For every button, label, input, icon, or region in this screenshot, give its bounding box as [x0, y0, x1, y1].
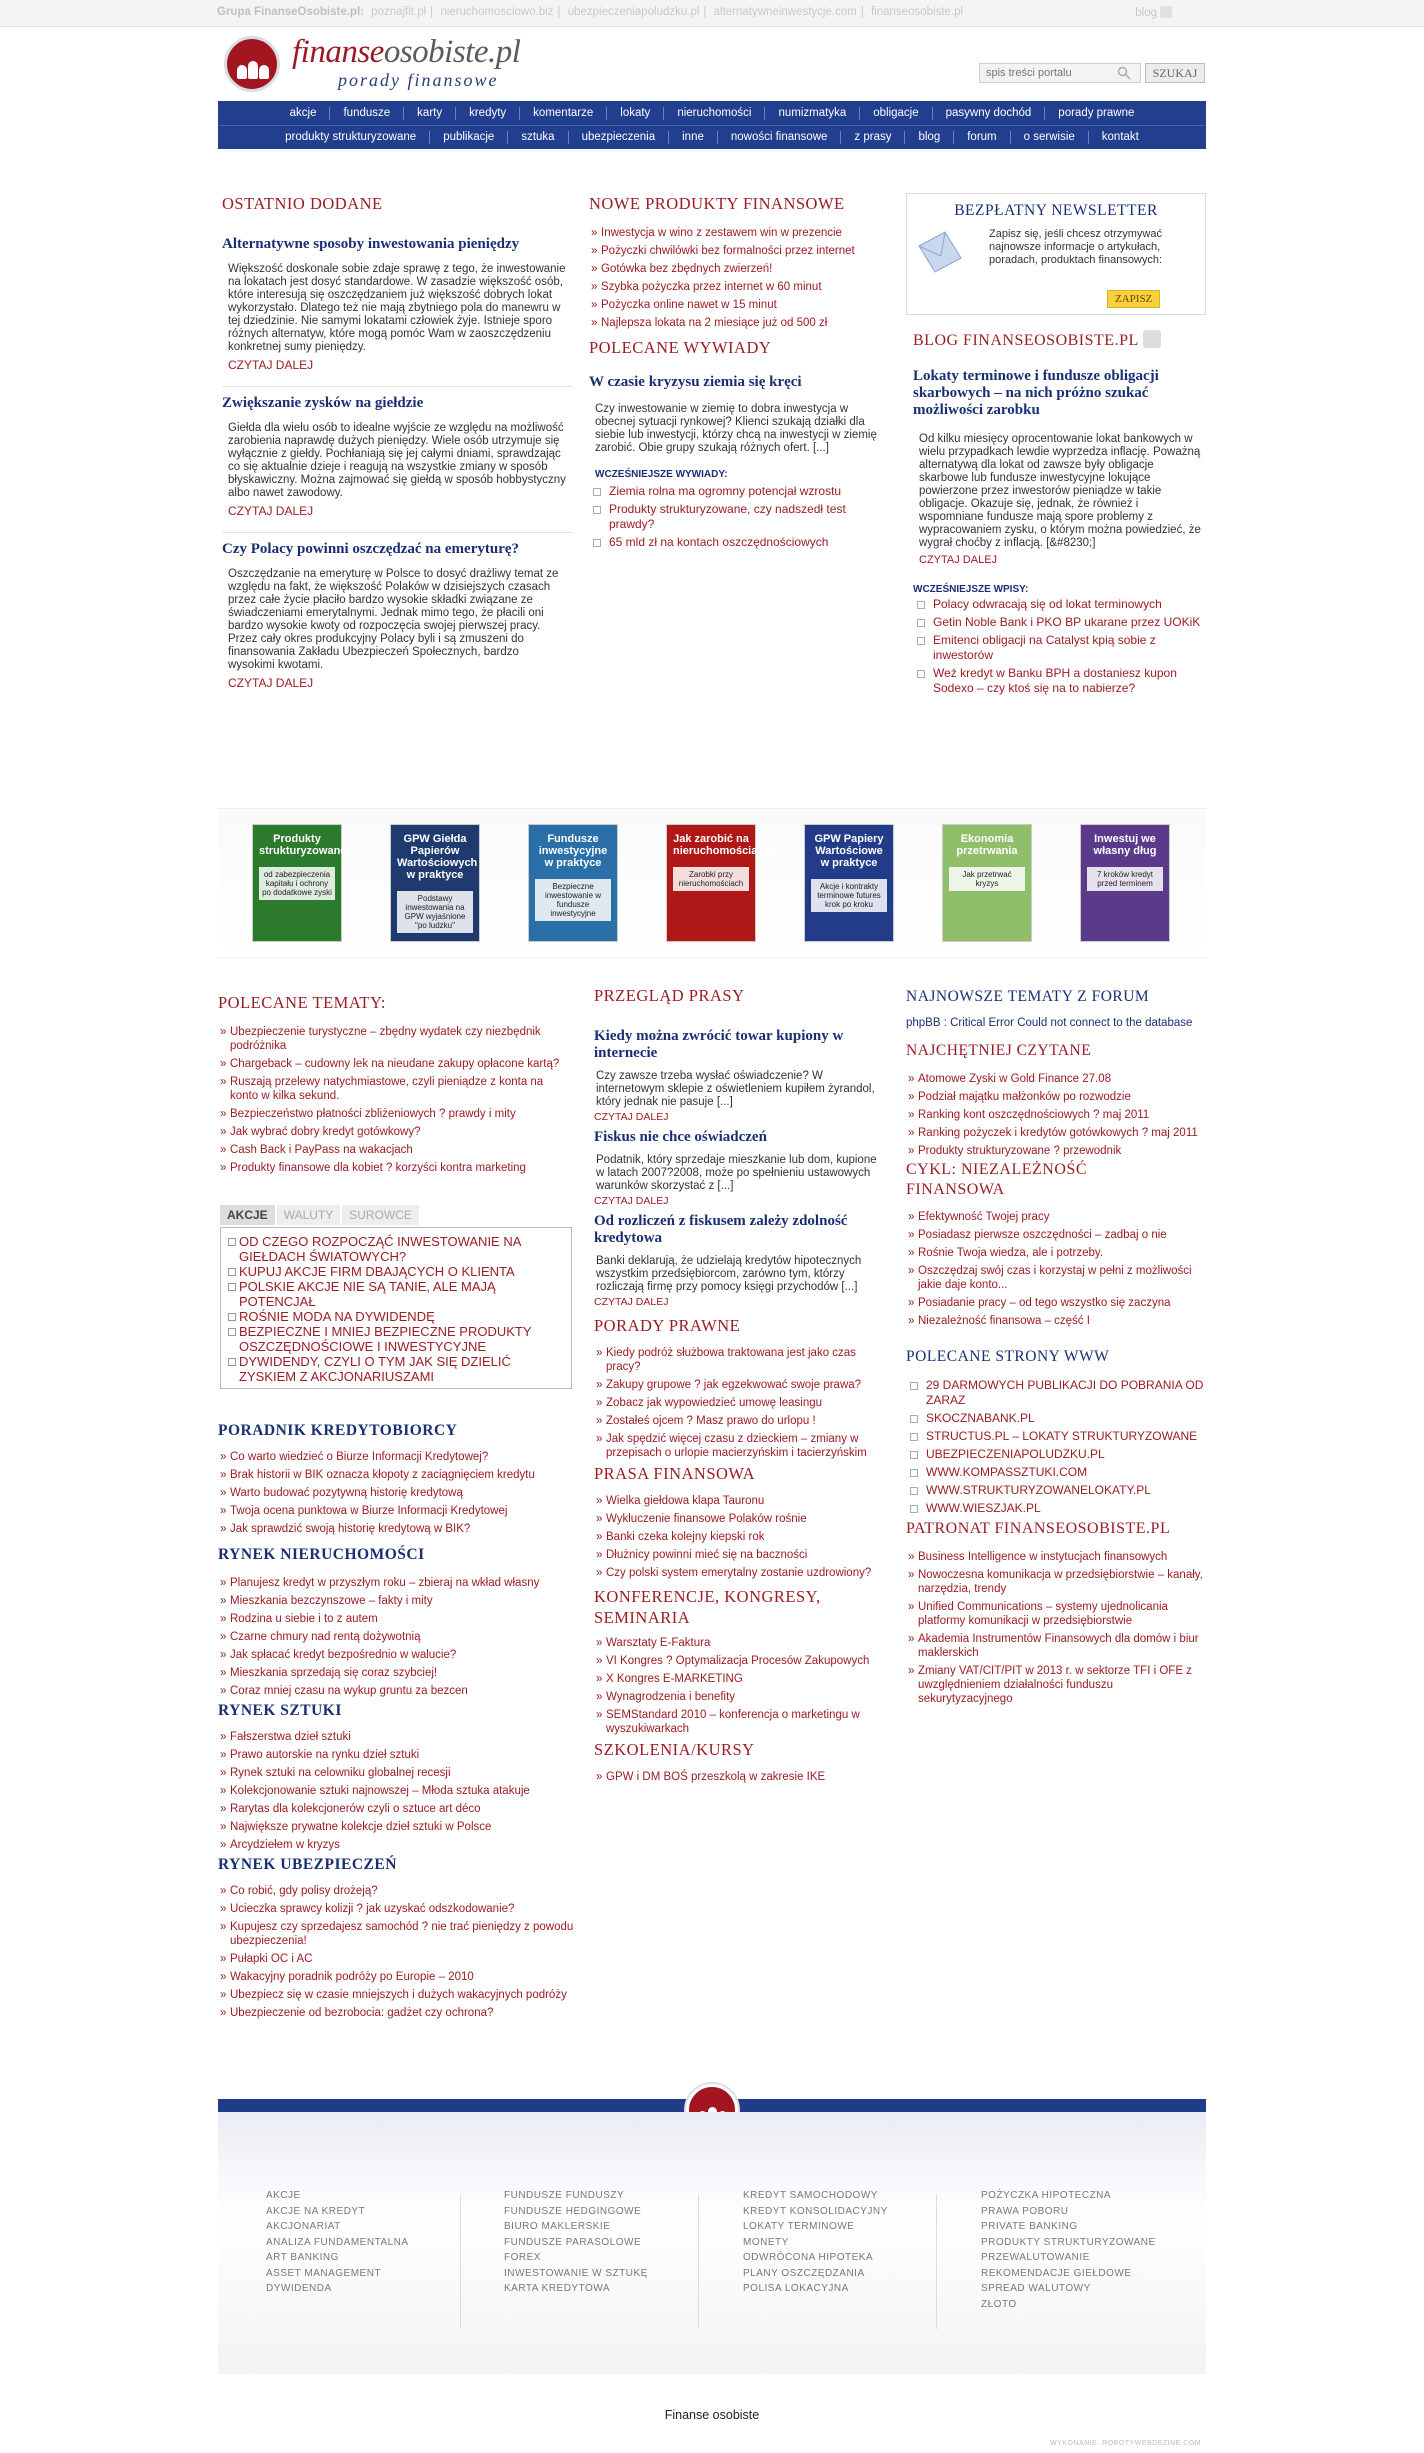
- site-link[interactable]: WWW.STRUKTURYZOWANELOKATY.PL: [906, 1483, 1206, 1498]
- credit-link[interactable]: » Warto budować pozytywną historię kredytową: [218, 1486, 574, 1500]
- footer-link[interactable]: KARTA KREDYTOWA: [504, 2283, 611, 2294]
- patronage-link[interactable]: » Business Intelligence w instytucjach finansowych: [906, 1550, 1206, 1564]
- realestate-list: [218, 1576, 574, 1698]
- conference-link[interactable]: » VI Kongres ? Optymalizacja Procesów Zakupowych: [594, 1654, 888, 1668]
- tab-article-link[interactable]: BEZPIECZNE I MNIEJ BEZPIECZNE PRODUKTY OSZCZĘDNOŚCIOWE I INWESTYCYJNE: [227, 1324, 565, 1354]
- credit-list: [218, 1450, 574, 1536]
- section-title: POLECANE WYWIADY: [589, 338, 772, 357]
- search-icon: [1117, 66, 1131, 80]
- nav-item[interactable]: nieruchomości: [664, 107, 765, 120]
- book-cover[interactable]: [1080, 824, 1170, 942]
- book-cover[interactable]: [942, 824, 1032, 942]
- footer-link[interactable]: ART BANKING: [266, 2252, 339, 2263]
- nav-item[interactable]: inne: [669, 131, 718, 144]
- mostread-link[interactable]: » Podział majątku małżonków po rozwodzie: [906, 1090, 1206, 1104]
- footer-link[interactable]: ZŁOTO: [981, 2298, 1017, 2310]
- nav-item[interactable]: blog: [905, 131, 954, 144]
- art-link[interactable]: » Największe prywatne kolekcje dzieł sztuki w Polsce: [218, 1820, 574, 1834]
- book-subtitle: Podstawy inwestowania na GPW wyjaśnione "po ludzku": [397, 891, 473, 933]
- section-title: CYKL: NIEZALEŻNOŚĆ FINANSOWA: [906, 1161, 1087, 1198]
- book-subtitle: 7 kroków kredyt przed terminem: [1087, 867, 1163, 891]
- site-link[interactable]: WWW.WIESZJAK.PL: [906, 1501, 1206, 1516]
- topics-list: [218, 1025, 574, 1175]
- conference-link[interactable]: » Wynagrodzenia i benefity: [594, 1690, 888, 1704]
- site-logo[interactable]: [220, 32, 560, 94]
- tab-article-link[interactable]: DYWIDENDY, CZYLI O TYM JAK SIĘ DZIELIĆ ZYSKIEM Z AKCJONARIUSZAMI: [227, 1354, 565, 1384]
- section-title: OSTATNIO DODANE: [222, 194, 383, 213]
- art-link[interactable]: » Fałszerstwa dzieł sztuki: [218, 1730, 574, 1744]
- fpress-link[interactable]: » Wielka giełdowa klapa Tauronu: [594, 1494, 888, 1508]
- nav-item[interactable]: numizmatyka: [765, 107, 860, 120]
- realestate-link[interactable]: » Mieszkania sprzedają się coraz szybciej!: [218, 1666, 574, 1680]
- training-list: [594, 1770, 888, 1784]
- footer-link[interactable]: LOKATY TERMINOWE: [743, 2221, 855, 2232]
- nav-item[interactable]: sztuka: [508, 131, 568, 144]
- topic-link[interactable]: » Chargeback – cudowny lek na nieudane zakupy opłacone kartą?: [218, 1057, 574, 1071]
- press-text: Czy zawsze trzeba wysłać oświadczenie? W internetowym sklepie z oświetleniem kupiłem żyrandol, który jednak nie pasuje [...]: [596, 1070, 875, 1108]
- press-title[interactable]: Fiskus nie chce oświadczeń: [594, 1129, 767, 1145]
- art-link[interactable]: » Prawo autorskie na rynku dzieł sztuki: [218, 1748, 574, 1762]
- book-cover[interactable]: [252, 824, 347, 942]
- patronage-link[interactable]: » Unified Communications – systemy ujednolicania platformy komunikacji w przedsiębiorstwie: [906, 1600, 1206, 1628]
- section-title: NOWE PRODUKTY FINANSOWE: [589, 194, 845, 213]
- logo-people-icon: [224, 36, 280, 92]
- nav-item[interactable]: ubezpieczenia: [569, 131, 670, 144]
- read-more-link[interactable]: CZYTAJ DALEJ: [228, 676, 314, 690]
- product-link[interactable]: » Szybka pożyczka przez internet w 60 minut: [589, 280, 879, 294]
- footer-link[interactable]: KREDYT KONSOLIDACYJNY: [743, 2205, 888, 2217]
- nav-item[interactable]: fundusze: [330, 107, 404, 120]
- nav-row-1: [218, 101, 1206, 125]
- footer-site-name: Finanse osobiste: [664, 2408, 760, 2422]
- section-title: POLECANE STRONY WWW: [906, 1348, 1110, 1365]
- realestate-link[interactable]: » Czarne chmury nad rentą dożywotnią: [218, 1630, 574, 1644]
- footer-link[interactable]: PRODUKTY STRUKTURYZOWANE: [981, 2236, 1156, 2248]
- article-text: Większość doskonale sobie zdaje sprawę z tego, że inwestowanie na lokatach jest dosyć standardowe. W zasadzie większość osób, które interesują się oszczędzaniem już większość dobrych lokat wykorzystało. Dlatego też nie mają zbytniego pola do manewru w tej dziedzinie. Nie samymi lokatami człowiek żyje. Istnieje sporo różnych alternatyw, które mogą pomóc Wam w zaoszczędzeniu konkretnej sumy pieniędzy.: [228, 263, 566, 353]
- lower-left-sections: [218, 1422, 574, 2024]
- product-list: [589, 226, 879, 330]
- site-link[interactable]: STRUCTUS.PL – LOKATY STRUKTURYZOWANE: [906, 1429, 1206, 1444]
- legal-link[interactable]: » Zakupy grupowe ? jak egzekwować swoje prawa?: [594, 1378, 888, 1392]
- nav-item[interactable]: kredyty: [456, 107, 520, 120]
- right-sections: [906, 988, 1206, 1710]
- blog-post-link[interactable]: Emitenci obligacji na Catalyst kpią sobie z inwestorów: [913, 633, 1206, 663]
- tab-akcje[interactable]: AKCJE: [220, 1205, 275, 1225]
- training-link[interactable]: » GPW i DM BOŚ przeszkolą w zakresie IKE: [594, 1770, 888, 1784]
- credit-link[interactable]: » Co warto wiedzieć o Biurze Informacji Kredytowej?: [218, 1450, 574, 1464]
- site-link[interactable]: UBEZPIECZENIAPOLUDZKU.PL: [906, 1447, 1206, 1462]
- topic-link[interactable]: » Produkty finansowe dla kobiet ? korzyści kontra marketing: [218, 1161, 574, 1175]
- fpress-link[interactable]: » Dłużnicy powinni mieć się na baczności: [594, 1548, 888, 1562]
- footer-col-4: [981, 2188, 1156, 2312]
- insurance-link[interactable]: » Wakacyjny poradnik podróży po Europie – 2010: [218, 1970, 574, 1984]
- realestate-link[interactable]: » Jak spłacać kredyt bezpośrednio w walucie?: [218, 1648, 574, 1662]
- group-link[interactable]: poznajfit.pl: [371, 6, 427, 18]
- topics-section: [218, 993, 574, 1179]
- footer-col-1: [266, 2188, 409, 2297]
- fpress-list: [594, 1494, 888, 1580]
- article-text: Oszczędzanie na emeryturę w Polsce to dosyć drażliwy temat ze względu na fakt, że większość Polaków w dzisiejszych czasach przez całe życie płaciło bardzo wysokie składki związane ze świadczeniami emerytalnymi. Jednak mimo tego, że płacili oni bardzo wysokie kwoty od rozpoczęcia swojej pierwszej pracy. Przez cały okres produkcyjny Polacy byli i są zmuszeni do finansowania Zakładu Ubezpieczeń Społecznych, bardzo wysokimi kwotami.: [228, 568, 559, 671]
- book-cover[interactable]: [528, 824, 618, 942]
- realestate-link[interactable]: » Mieszkania bezczynszowe – fakty i mity: [218, 1594, 574, 1608]
- mostread-link[interactable]: » Produkty strukturyzowane ? przewodnik: [906, 1144, 1206, 1158]
- article: [222, 236, 572, 372]
- section-title: PORADY PRAWNE: [594, 1316, 741, 1335]
- footer-link[interactable]: ASSET MANAGEMENT: [266, 2267, 382, 2279]
- press-section: [594, 986, 888, 1788]
- book-subtitle: Akcje i kontrakty terminowe futures krok po kroku: [811, 879, 887, 912]
- legal-link[interactable]: » Kiedy podróż służbowa traktowana jest jako czas pracy?: [594, 1346, 888, 1374]
- article-title[interactable]: Alternatywne sposoby inwestowania pieniędzy: [222, 236, 520, 252]
- blog-post-link[interactable]: Weź kredyt w Banku BPH a dostaniesz kupon Sodexo – czy ktoś się na to nabierze?: [913, 666, 1206, 696]
- book-title: Ekonomia przetrwania: [956, 833, 1018, 857]
- press-title[interactable]: Kiedy można zwrócić towar kupiony w internecie: [594, 1028, 844, 1061]
- credit-link[interactable]: » Brak historii w BIK oznacza kłopoty z zaciągnięciem kredytu: [218, 1468, 574, 1482]
- logo-text: finanseosobiste.pl: [292, 34, 521, 70]
- earlier-interviews: [589, 484, 879, 550]
- art-list: [218, 1730, 574, 1852]
- nav-item[interactable]: z prasy: [841, 131, 905, 144]
- blog-section: [913, 330, 1206, 699]
- nav-item[interactable]: karty: [404, 107, 456, 120]
- article-text: Giełda dla wielu osób to idealne wyjście ze względu na możliwość zarobienia naprawdę dużych pieniędzy. Wiele osób utrzymuje się wyłącznie z giełdy. Pochłaniają się jej całymi dniami, sprawdzając co się aktualnie dzieje i reagują na wszystkie zmiany w sposób błyskawiczny. Można zajmować się giełdą w sposób hobbystyczny albo nawet zawodowy.: [228, 422, 566, 499]
- book-title: GPW Giełda Papierów Wartościowych w praktyce: [397, 833, 478, 881]
- realestate-link[interactable]: » Coraz mniej czasu na wykup gruntu za bezcen: [218, 1684, 574, 1698]
- read-more-link[interactable]: CZYTAJ DALEJ: [594, 1111, 669, 1123]
- press-text: Banki deklarują, że udzielają kredytów hipotecznych wszystkim przedsiębiorcom, zarówno tym, którzy rozliczają firmę przy pomocy księgi przychodów [...]: [596, 1255, 862, 1293]
- art-link[interactable]: » Rarytas dla kolekcjonerów czyli o sztuce art déco: [218, 1802, 574, 1816]
- insurance-link[interactable]: » Kupujesz czy sprzedajesz samochód ? nie trać pieniędzy z powodu ubezpieczenia!: [218, 1920, 574, 1948]
- nav-item[interactable]: kontakt: [1101, 131, 1139, 143]
- art-link[interactable]: » Arcydziełem w kryzys: [218, 1838, 574, 1852]
- logo-tagline: porady finansowe: [338, 70, 499, 90]
- product-link[interactable]: » Najlepsza lokata na 2 miesiące już od 500 zł: [589, 316, 879, 330]
- conference-link[interactable]: » SEMStandard 2010 – konferencja o marketingu w wyszukiwarkach: [594, 1708, 888, 1736]
- interview-link[interactable]: 65 mld zł na kontach oszczędnościowych: [589, 535, 879, 550]
- section-title: NAJCHĘTNIEJ CZYTANE: [906, 1042, 1092, 1059]
- nav-item[interactable]: akcje: [277, 107, 331, 120]
- newsletter-text: Zapisz się, jeśli chcesz otrzymywać najnowsze informacje o artykułach, poradach, produktach finansowych:: [989, 228, 1163, 266]
- footer-link[interactable]: DYWIDENDA: [266, 2283, 332, 2294]
- book-cover[interactable]: [804, 824, 894, 942]
- insurance-link[interactable]: » Co robić, gdy polisy drożeją?: [218, 1884, 574, 1898]
- press-article: [594, 1028, 888, 1123]
- nav-item[interactable]: nowości finansowe: [718, 131, 842, 144]
- site-link[interactable]: 29 DARMOWYCH PUBLIKACJI DO POBRANIA OD ZARAZ: [906, 1378, 1206, 1408]
- sites-list: [906, 1378, 1206, 1516]
- art-link[interactable]: » Rynek sztuki na celowniku globalnej recesji: [218, 1766, 574, 1780]
- product-link[interactable]: » Pożyczki chwilówki bez formalności przez internet: [589, 244, 879, 258]
- section-title: PORADNIK KREDYTOBIORCY: [218, 1422, 458, 1439]
- topic-link[interactable]: » Ruszają przelewy natychmiastowe, czyli pieniądze z konta na konto w kilka sekund.: [218, 1075, 574, 1103]
- cycle-link[interactable]: » Posiadanie pracy – od tego wszystko się zaczyna: [906, 1296, 1206, 1310]
- book-title: GPW Papiery Wartościowe w praktyce: [814, 833, 884, 869]
- legal-link[interactable]: » Zostałeś ojcem ? Masz prawo do urlopu !: [594, 1414, 888, 1428]
- footer-link[interactable]: BIURO MAKLERSKIE: [504, 2221, 611, 2232]
- book-cover[interactable]: [390, 824, 480, 942]
- section-title: PRZEGLĄD PRASY: [594, 986, 745, 1005]
- subscribe-button[interactable]: ZAPISZ: [1107, 290, 1160, 308]
- footer-link[interactable]: FUNDUSZE PARASOLOWE: [504, 2236, 642, 2248]
- group-links: Grupa FinanseOsobiste.pl: poznajfit.pl | nieruchomosciowo.biz | ubezpieczeniapoludzku.pl | alternatywneinwestycje.com | finanseosobiste.pl: [217, 6, 964, 18]
- footer-link[interactable]: ANALIZA FUNDAMENTALNA: [266, 2236, 409, 2248]
- section-title: BLOG FINANSEOSOBISTE.PL: [913, 330, 1206, 350]
- nav-item[interactable]: obligacje: [860, 107, 932, 120]
- group-label: Grupa FinanseOsobiste.pl:: [217, 6, 364, 18]
- insurance-link[interactable]: » Ubezpieczenie od bezrobocia: gadżet czy ochrona?: [218, 2006, 574, 2020]
- topic-link[interactable]: » Bezpieczeństwo płatności zbliżeniowych ? prawdy i mity: [218, 1107, 574, 1121]
- site-link[interactable]: WWW.KOMPASSZTUKI.COM: [906, 1465, 1206, 1480]
- cycle-list: [906, 1210, 1206, 1328]
- mostread-link[interactable]: » Ranking kont oszczędnościowych ? maj 2011: [906, 1108, 1206, 1122]
- realestate-link[interactable]: » Planujesz kredyt w przyszłym roku – zbieraj na wkład własny: [218, 1576, 574, 1590]
- earlier-label: WCZEŚNIEJSZE WYWIADY:: [595, 469, 728, 480]
- footer-link[interactable]: FOREX: [504, 2252, 541, 2263]
- tab-article-link[interactable]: KUPUJ AKCJE FIRM DBAJĄCYCH O KLIENTA: [227, 1264, 565, 1279]
- legal-link[interactable]: » Zobacz jak wypowiedzieć umowę leasingu: [594, 1396, 888, 1410]
- fpress-link[interactable]: » Czy polski system emerytalny zostanie uzdrowiony?: [594, 1566, 888, 1580]
- legal-list: [594, 1346, 888, 1460]
- earlier-posts: [913, 597, 1206, 696]
- footer-link[interactable]: SPREAD WALUTOWY: [981, 2283, 1091, 2294]
- press-article: [594, 1213, 888, 1308]
- article: [222, 386, 572, 518]
- read-more-link[interactable]: CZYTAJ DALEJ: [919, 554, 998, 566]
- group-link[interactable]: finanseosobiste.pl: [871, 6, 964, 18]
- footer-link[interactable]: REKOMENDACJE GIEŁDOWE: [981, 2267, 1132, 2279]
- blog-post-link[interactable]: Polacy odwracają się od lokat terminowych: [913, 597, 1206, 612]
- footer-divider: [698, 2194, 699, 2329]
- blog-link[interactable]: [1135, 6, 1172, 19]
- group-bar: [0, 0, 1424, 27]
- footer-link[interactable]: AKCJONARIAT: [266, 2221, 341, 2232]
- footer-col-2: [504, 2188, 648, 2297]
- read-more-link[interactable]: CZYTAJ DALEJ: [228, 358, 314, 372]
- book-subtitle: Bezpieczne inwestowanie w fundusze inwestycyjne: [535, 879, 611, 921]
- conference-link[interactable]: » Warsztaty E-Faktura: [594, 1636, 888, 1650]
- footer-divider: [936, 2194, 937, 2329]
- cycle-link[interactable]: » Posiadasz pierwsze oszczędności – zadbaj o nie: [906, 1228, 1206, 1242]
- nav-item[interactable]: publikacje: [430, 131, 508, 144]
- new-products-section: [589, 194, 879, 553]
- footer-credit[interactable]: WYKONANIE: ROBOTYWEBDEZINE.COM: [1050, 2440, 1202, 2447]
- topic-link[interactable]: » Jak wybrać dobry kredyt gotówkowy?: [218, 1125, 574, 1139]
- section-title: POLECANE TEMATY:: [218, 993, 386, 1012]
- rss-icon: [1160, 6, 1172, 18]
- interview-link[interactable]: Ziemia rolna ma ogromny potencjał wzrostu: [589, 484, 879, 499]
- section-title: RYNEK SZTUKI: [218, 1702, 342, 1719]
- footer-link[interactable]: ODWRÓCONA HIPOTEKA: [743, 2252, 874, 2263]
- cycle-link[interactable]: » Efektywność Twojej pracy: [906, 1210, 1206, 1224]
- press-article: [594, 1129, 888, 1207]
- footer-link[interactable]: POŻYCZKA HIPOTECZNA: [981, 2190, 1112, 2201]
- footer-link[interactable]: PLANY OSZCZĘDZANIA: [743, 2267, 865, 2279]
- envelope-icon: [915, 228, 965, 276]
- group-link[interactable]: ubezpieczeniapoludzku.pl: [567, 6, 700, 18]
- book-title: Inwestuj we własny dług: [1093, 833, 1157, 857]
- art-link[interactable]: » Kolekcjonowanie sztuki najnowszej – Młoda sztuka atakuje: [218, 1784, 574, 1798]
- article: [222, 532, 572, 690]
- cycle-link[interactable]: » Rośnie Twoja wiedza, ale i potrzeby.: [906, 1246, 1206, 1260]
- main-nav: [218, 101, 1206, 149]
- product-link[interactable]: » Inwestycja w wino z zestawem win w prezencie: [589, 226, 879, 240]
- tab-article-link[interactable]: ROŚNIE MODA NA DYWIDENDĘ: [227, 1309, 565, 1324]
- recent-section: [222, 194, 572, 690]
- book-title: Produkty strukturyzowane: [259, 833, 347, 857]
- newsletter-box: [906, 193, 1206, 315]
- nav-item[interactable]: o serwisie: [1011, 131, 1089, 144]
- read-more-link[interactable]: CZYTAJ DALEJ: [228, 504, 314, 518]
- cycle-link[interactable]: » Niezależność finansowa – część I: [906, 1314, 1206, 1328]
- section-title: RYNEK NIERUCHOMOŚCI: [218, 1546, 425, 1563]
- tab-waluty[interactable]: WALUTY: [277, 1205, 341, 1225]
- forum-error-text: phpBB : Critical Error Could not connect to the database: [906, 1017, 1193, 1029]
- markets-tabs: [220, 1205, 572, 1389]
- section-title: PATRONAT FINANSEOSOBISTE.PL: [906, 1520, 1171, 1537]
- nav-item[interactable]: porady prawne: [1058, 106, 1135, 119]
- footer-link[interactable]: AKCJE: [266, 2190, 301, 2201]
- press-text: Podatnik, który sprzedaje mieszkanie lub dom, kupione w latach 2007?2008, może po spełnieniu ustawowych warunków skorzystać z [...]: [596, 1154, 877, 1192]
- insurance-link[interactable]: » Pułapki OC i AC: [218, 1952, 574, 1966]
- patronage-link[interactable]: » Zmiany VAT/CIT/PIT w 2013 r. w sektorze TFI i OFE z uwzględnieniem działalności funduszu sekurytyzacyjnego: [906, 1664, 1206, 1706]
- footer-link[interactable]: POLISA LOKACYJNA: [743, 2283, 849, 2294]
- read-more-link[interactable]: CZYTAJ DALEJ: [594, 1296, 669, 1308]
- footer-link[interactable]: INWESTOWANIE W SZTUKĘ: [504, 2267, 648, 2279]
- tab-article-link[interactable]: POLSKIE AKCJE NIE SĄ TANIE, ALE MAJĄ POTENCJAŁ: [227, 1279, 565, 1309]
- nav-item[interactable]: produkty strukturyzowane: [272, 131, 430, 144]
- newsletter-title: BEZPŁATNY NEWSLETTER: [954, 202, 1158, 219]
- nav-item[interactable]: komentarze: [520, 107, 607, 120]
- fpress-link[interactable]: » Wykluczenie finansowe Polaków rośnie: [594, 1512, 888, 1526]
- blog-post-title[interactable]: Lokaty terminowe i fundusze obligacji skarbowych – na nich próżno szukać możliwości zarobku: [913, 368, 1159, 418]
- footer-link[interactable]: PRZEWALUTOWANIE: [981, 2252, 1090, 2263]
- fpress-link[interactable]: » Banki czeka kolejny kiepski rok: [594, 1530, 888, 1544]
- footer-divider: [460, 2194, 461, 2329]
- nav-item[interactable]: lokaty: [607, 107, 664, 120]
- patronage-link[interactable]: » Nowoczesna komunikacja w przedsiębiorstwie – kanały, narzędzia, trendy: [906, 1568, 1206, 1596]
- patronage-link[interactable]: » Akademia Instrumentów Finansowych dla domów i biur maklerskich: [906, 1632, 1206, 1660]
- book-title: Jak zarobić na nieruchomościach: [673, 833, 771, 857]
- conf-list: [594, 1636, 888, 1736]
- footer-link[interactable]: MONETY: [743, 2236, 789, 2248]
- nav-item[interactable]: forum: [954, 131, 1010, 144]
- credit-link[interactable]: » Twoja ocena punktowa w Biurze Informacji Kredytowej: [218, 1504, 574, 1518]
- blog-post-link[interactable]: Getin Noble Bank i PKO BP ukarane przez UOKiK: [913, 615, 1206, 630]
- footer-link[interactable]: AKCJE NA KREDYT: [266, 2205, 366, 2217]
- search-form: [979, 63, 1198, 83]
- footer-col-3: [743, 2188, 888, 2297]
- article-title[interactable]: Zwiększanie zysków na giełdzie: [222, 395, 424, 411]
- interview-text: Czy inwestowanie w ziemię to dobra inwestycja w obecnej sytuacji rynkowej? Klienci szukają działki dla siebie lub inwestycji, którzy chcą na inwestycji w ziemię zarobić. Obie grupy szukają różnych ofert. [...]: [595, 403, 877, 454]
- insurance-list: [218, 1884, 574, 2020]
- credit-link[interactable]: » Jak sprawdzić swoją historię kredytową w BIK?: [218, 1522, 574, 1536]
- footer-link[interactable]: PRIVATE BANKING: [981, 2221, 1078, 2232]
- footer-link[interactable]: KREDYT SAMOCHODOWY: [743, 2190, 878, 2201]
- book-cover[interactable]: [666, 824, 771, 942]
- cycle-link[interactable]: » Oszczędzaj swój czas i korzystaj w pełni z możliwości jakie daje konto...: [906, 1264, 1206, 1292]
- topic-link[interactable]: » Ubezpieczenie turystyczne – zbędny wydatek czy niezbędnik podróżnika: [218, 1025, 574, 1053]
- nav-item[interactable]: pasywny dochód: [933, 107, 1046, 120]
- section-title: NAJNOWSZE TEMATY Z FORUM: [906, 988, 1150, 1005]
- article-title[interactable]: Czy Polacy powinni oszczędzać na emeryturę?: [222, 541, 520, 557]
- conference-link[interactable]: » X Kongres E-MARKETING: [594, 1672, 888, 1686]
- mostread-link[interactable]: » Ranking pożyczek i kredytów gotówkowych ? maj 2011: [906, 1126, 1206, 1140]
- book-subtitle: od zabezpieczenia kapitału i ochrony po dodatkowe zyski: [259, 867, 335, 900]
- section-title: KONFERENCJE, KONGRESY, SEMINARIA: [594, 1587, 821, 1627]
- blog-label: blog: [1135, 7, 1157, 19]
- book-subtitle: Zarobki przy nieruchomościach: [673, 867, 749, 891]
- footer-link[interactable]: FUNDUSZE FUNDUSZY: [504, 2190, 625, 2201]
- blog-post-text: Od kilku miesięcy oprocentowanie lokat bankowych w wielu przypadkach lewdie wyprzedza inflację. Poważną alternatywą dla lokat od zawsze były obligacje skarbowe lub fundusze inwestycyjne lokujące powierzone przez inwestorów pieniądze w takie obligacje. Okazuje się, jednak, że również i wspomniane fundusze mają spore problemy z wypracowaniem zysku, o którym można powiedzieć, że wygrał choćby z inflacją. [&#8230;]: [919, 433, 1201, 549]
- realestate-link[interactable]: » Rodzina u siebie i to z autem: [218, 1612, 574, 1626]
- section-title: SZKOLENIA/KURSY: [594, 1740, 755, 1759]
- nav-row-2: [218, 125, 1206, 149]
- group-link[interactable]: nieruchomosciowo.biz: [440, 6, 554, 18]
- section-title: PRASA FINANSOWA: [594, 1464, 756, 1483]
- book-title: Fundusze inwestycyjne w praktyce: [538, 833, 608, 869]
- interview-title[interactable]: W czasie kryzysu ziemia się kręci: [589, 374, 802, 390]
- earlier-label: WCZEŚNIEJSZE WPISY:: [913, 584, 1029, 595]
- press-title[interactable]: Od rozliczeń z fiskusem zależy zdolność kredytowa: [594, 1213, 848, 1246]
- mostread-link[interactable]: » Atomowe Zyski w Gold Finance 27.08: [906, 1072, 1206, 1086]
- read-more-link[interactable]: CZYTAJ DALEJ: [594, 1195, 669, 1207]
- site-link[interactable]: SKOCZNABANK.PL: [906, 1411, 1206, 1426]
- insurance-link[interactable]: » Ubezpiecz się w czasie mniejszych i dużych wakacyjnych podróży: [218, 1988, 574, 2002]
- tab-surowce[interactable]: SUROWCE: [342, 1205, 419, 1225]
- product-link[interactable]: » Pożyczka online nawet w 15 minut: [589, 298, 879, 312]
- legal-link[interactable]: » Jak spędzić więcej czasu z dzieckiem – zmiany w przepisach o urlopie macierzyńskim i tacierzyńskim: [594, 1432, 888, 1460]
- book-subtitle: Jak przetrwać kryzys: [949, 867, 1025, 891]
- tab-content-list: [220, 1227, 572, 1389]
- patronage-list: [906, 1550, 1206, 1706]
- search-button[interactable]: SZUKAJ: [1145, 63, 1205, 83]
- mostread-list: [906, 1072, 1206, 1158]
- product-link[interactable]: » Gotówka bez zbędnych zwierzeń!: [589, 262, 879, 276]
- footer-link[interactable]: FUNDUSZE HEDGINGOWE: [504, 2205, 642, 2217]
- group-link[interactable]: alternatywneinwestycje.com: [713, 6, 857, 18]
- rss-icon: [1143, 330, 1161, 348]
- topic-link[interactable]: » Cash Back i PayPass na wakacjach: [218, 1143, 574, 1157]
- interview-link[interactable]: Produkty strukturyzowane, czy nadszedł test prawdy?: [589, 502, 879, 532]
- insurance-link[interactable]: » Ucieczka sprawcy kolizji ? jak uzyskać odszkodowanie?: [218, 1902, 574, 1916]
- section-title: RYNEK UBEZPIECZEŃ: [218, 1856, 397, 1873]
- tab-article-link[interactable]: OD CZEGO ROZPOCZĄĆ INWESTOWANIE NA GIEŁDACH ŚWIATOWYCH?: [227, 1234, 565, 1264]
- footer-link[interactable]: PRAWA POBORU: [981, 2205, 1069, 2217]
- footer-links: [218, 2112, 1206, 2374]
